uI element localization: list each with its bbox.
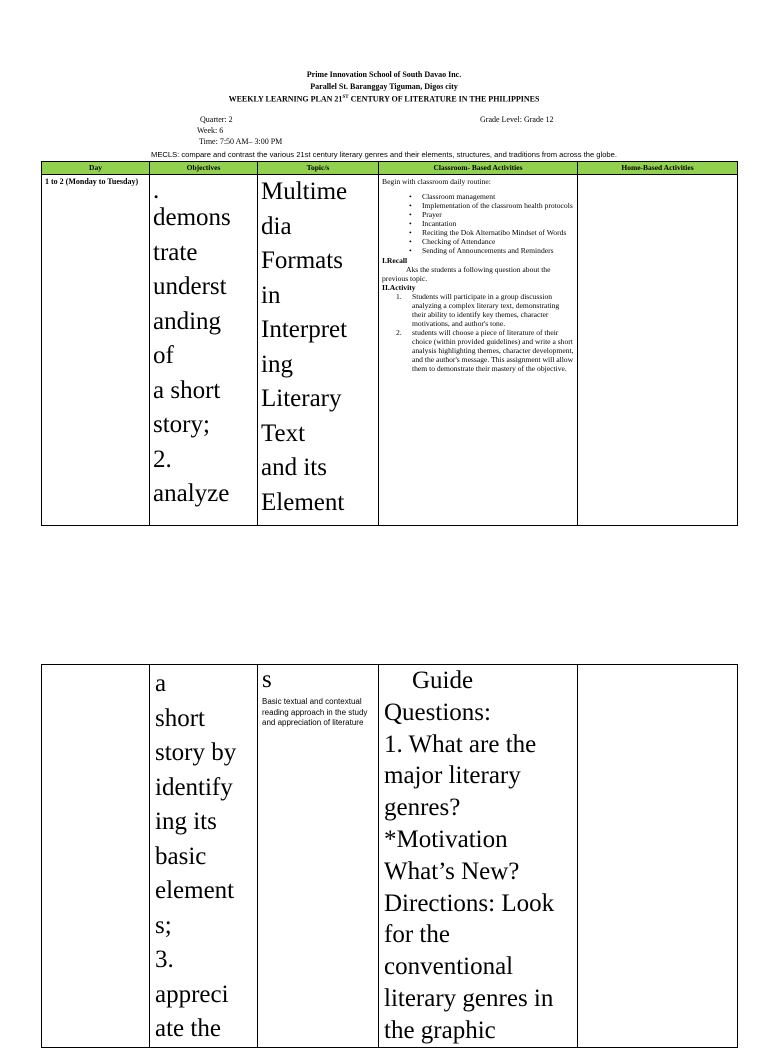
objective-line: a short [153,376,221,404]
header-day: Day [42,162,150,175]
time-label: Time: 7:50 AM– 3:00 PM [199,137,283,146]
objective-line: 2. [153,445,172,473]
learning-plan-table [41,161,738,526]
recall-text: Aks the students a following question about the previous topic. [382,265,551,283]
list-item: • Sending of Announcements and Reminders [422,246,574,255]
activity-text: Students will participate in a group discussion analyzing a complex literary text, demonstrating their ability to identify key themes, character motivations, and author's tone. [412,292,560,328]
header-classroom-activities: Classroom- Based Activities [379,162,578,175]
classroom-activities-cell [379,175,578,526]
plan-title-pre: WEEKLY LEARNING PLAN 21 [228,94,343,104]
list-item: • Incantation [422,219,574,228]
objective-line: ate the [155,1015,221,1042]
topic-line: s [262,666,272,693]
school-name: Prime Innovation School of South Davao Inc. [306,70,462,79]
mecls-statement: MECLS: compare and contrast the various 21st century literary genres and their elements, structures, and traditions from across the globe. [151,150,617,159]
guide-line: Directions: Look [384,889,555,917]
week-label: Week: 6 [197,126,224,135]
guide-line: What’s New? [384,857,520,885]
routine-list [382,192,574,255]
topics-cell [258,175,379,526]
guide-line: the graphic [384,1016,496,1044]
header-topics: Topic/s [258,162,379,175]
plan-title-sup: ST [342,95,349,100]
table-row [42,175,738,526]
objective-line: element [155,877,235,904]
guide-line: genres? [384,794,461,822]
home-activities-cell [578,665,738,1048]
objective-line: a [155,670,167,697]
classroom-activities-cell [379,665,578,1048]
table-header-row [42,162,738,175]
objective-line: 3. [155,946,174,973]
guide-line: conventional [384,953,514,981]
objective-line: appreci [155,980,229,1008]
guide-line: for the [384,921,450,949]
topic-line: Interpret [261,316,348,343]
objectives-cell [150,175,258,526]
home-activities-cell [578,175,738,526]
activity-number: 1. [396,292,402,301]
objective-line: identify [155,773,233,801]
objective-line: s; [155,911,172,939]
list-item: • Prayer [422,210,574,219]
header-home-activities: Home-Based Activities [578,162,738,175]
objective-line: story; [153,411,210,438]
day-cell [42,665,150,1048]
topic-line: Literary [261,385,342,412]
objective-line: trate [153,238,198,266]
grade-level-label: Grade Level: Grade 12 [480,115,554,124]
topic-line: and its [261,454,327,481]
guide-line: Guide [412,667,474,694]
objective-line: analyze [153,480,230,507]
guide-line: *Motivation [384,825,508,853]
activity-text: students will choose a piece of literature of their choice (within provided guidelines) and write a short analysis highlighting themes, character development, and the author's message. This assignment will allow them to demonstrate their mastery of the objective. [412,328,574,373]
objective-line: basic [155,842,207,870]
objective-line: demons [153,204,231,231]
guide-line: literary genres in [384,984,554,1012]
objective-line: anding [153,307,222,335]
activity-list [382,292,574,373]
topic-line: dia [261,212,292,240]
guide-line: 1. What are the [384,730,537,758]
list-item: • Implementation of the classroom health protocols [422,201,574,210]
topic-line: Formats [261,247,343,274]
objective-line: short [155,704,205,732]
objective-line: of [153,342,174,369]
activity-heading: II.Activity [382,283,416,292]
topic-line: Multime [261,178,348,205]
list-item [396,292,574,328]
guide-line: Questions: [384,698,491,726]
routine-intro: Begin with classroom daily routine: [382,177,491,186]
plan-title-post: CENTURY OF LITERATURE IN THE PHILIPPINES [348,94,540,104]
header-objectives: Objectives [150,162,258,175]
topic-note: Basic textual and contextual reading approach in the study and appreciation of literature [262,697,368,727]
school-address: Parallel St. Baranggay Tiguman, Digos city [310,82,458,91]
topic-line: in [261,281,281,309]
objectives-cell [150,665,258,1048]
objective-line: . [153,177,160,204]
guide-line: major literary [384,762,521,790]
list-item: • Classroom management [422,192,574,201]
list-item [396,328,574,373]
learning-plan-table-continued [41,664,738,1048]
topic-line: Element [261,488,345,516]
objective-line: underst [153,273,227,300]
topic-line: Text [261,419,306,447]
activity-number: 2. [396,328,402,337]
topics-cell [258,665,379,1048]
table-row [42,665,738,1048]
list-item: • Reciting the Dok Alternatibo Mindset of Words [422,228,574,237]
day-cell: 1 to 2 (Monday to Tuesday) [42,175,150,526]
list-item: • Checking of Attendance [422,237,574,246]
recall-heading: I.Recall [382,256,408,265]
objective-line: ing its [155,808,217,835]
objective-line: story by [155,739,237,766]
plan-title [0,92,768,105]
topic-line: ing [261,350,293,378]
quarter-label: Quarter: 2 [200,115,233,124]
